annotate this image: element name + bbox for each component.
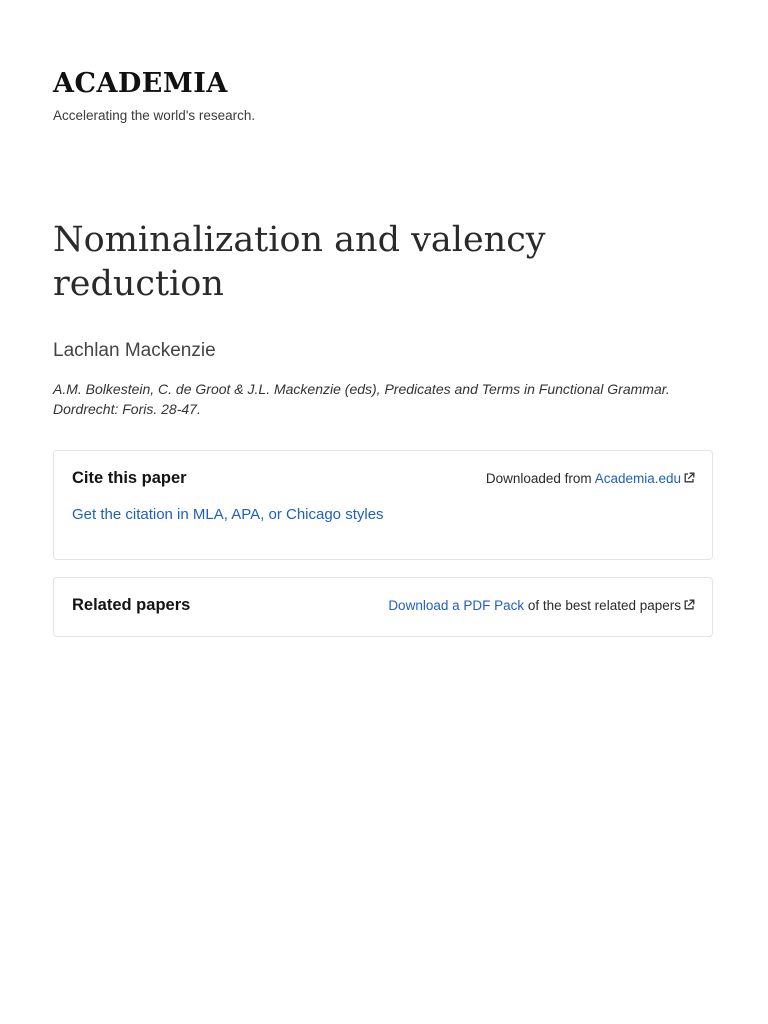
pdf-pack-line [388,597,695,615]
downloaded-from [486,470,695,488]
tagline: Accelerating the world's research. [53,108,256,123]
related-papers-card [53,577,713,637]
download-pdf-pack-link[interactable]: Download a PDF Pack [388,598,525,613]
paper-author: Lachlan Mackenzie [53,340,216,361]
paper-title: Nominalization and valency reduction [53,220,546,304]
academia-logo[interactable]: ACADEMIA [53,68,228,99]
academia-edu-link-label: Academia.edu [594,471,681,486]
external-link-icon[interactable] [683,599,695,611]
external-link-icon [683,472,695,484]
cite-this-paper-card [53,450,713,560]
downloaded-from-label: Downloaded from [485,471,592,486]
get-citation-link[interactable]: Get the citation in MLA, APA, or Chicago styles [72,506,384,523]
academia-edu-link[interactable] [595,471,695,486]
pdf-pack-suffix: of the best related papers [527,598,681,613]
cite-card-heading: Cite this paper [72,469,187,487]
paper-citation: A.M. Bolkestein, C. de Groot & J.L. Mackenzie (eds), Predicates and Terms in Functional Grammar. Dordrecht: Foris. 28-47. [53,381,670,417]
related-card-heading: Related papers [72,596,191,614]
